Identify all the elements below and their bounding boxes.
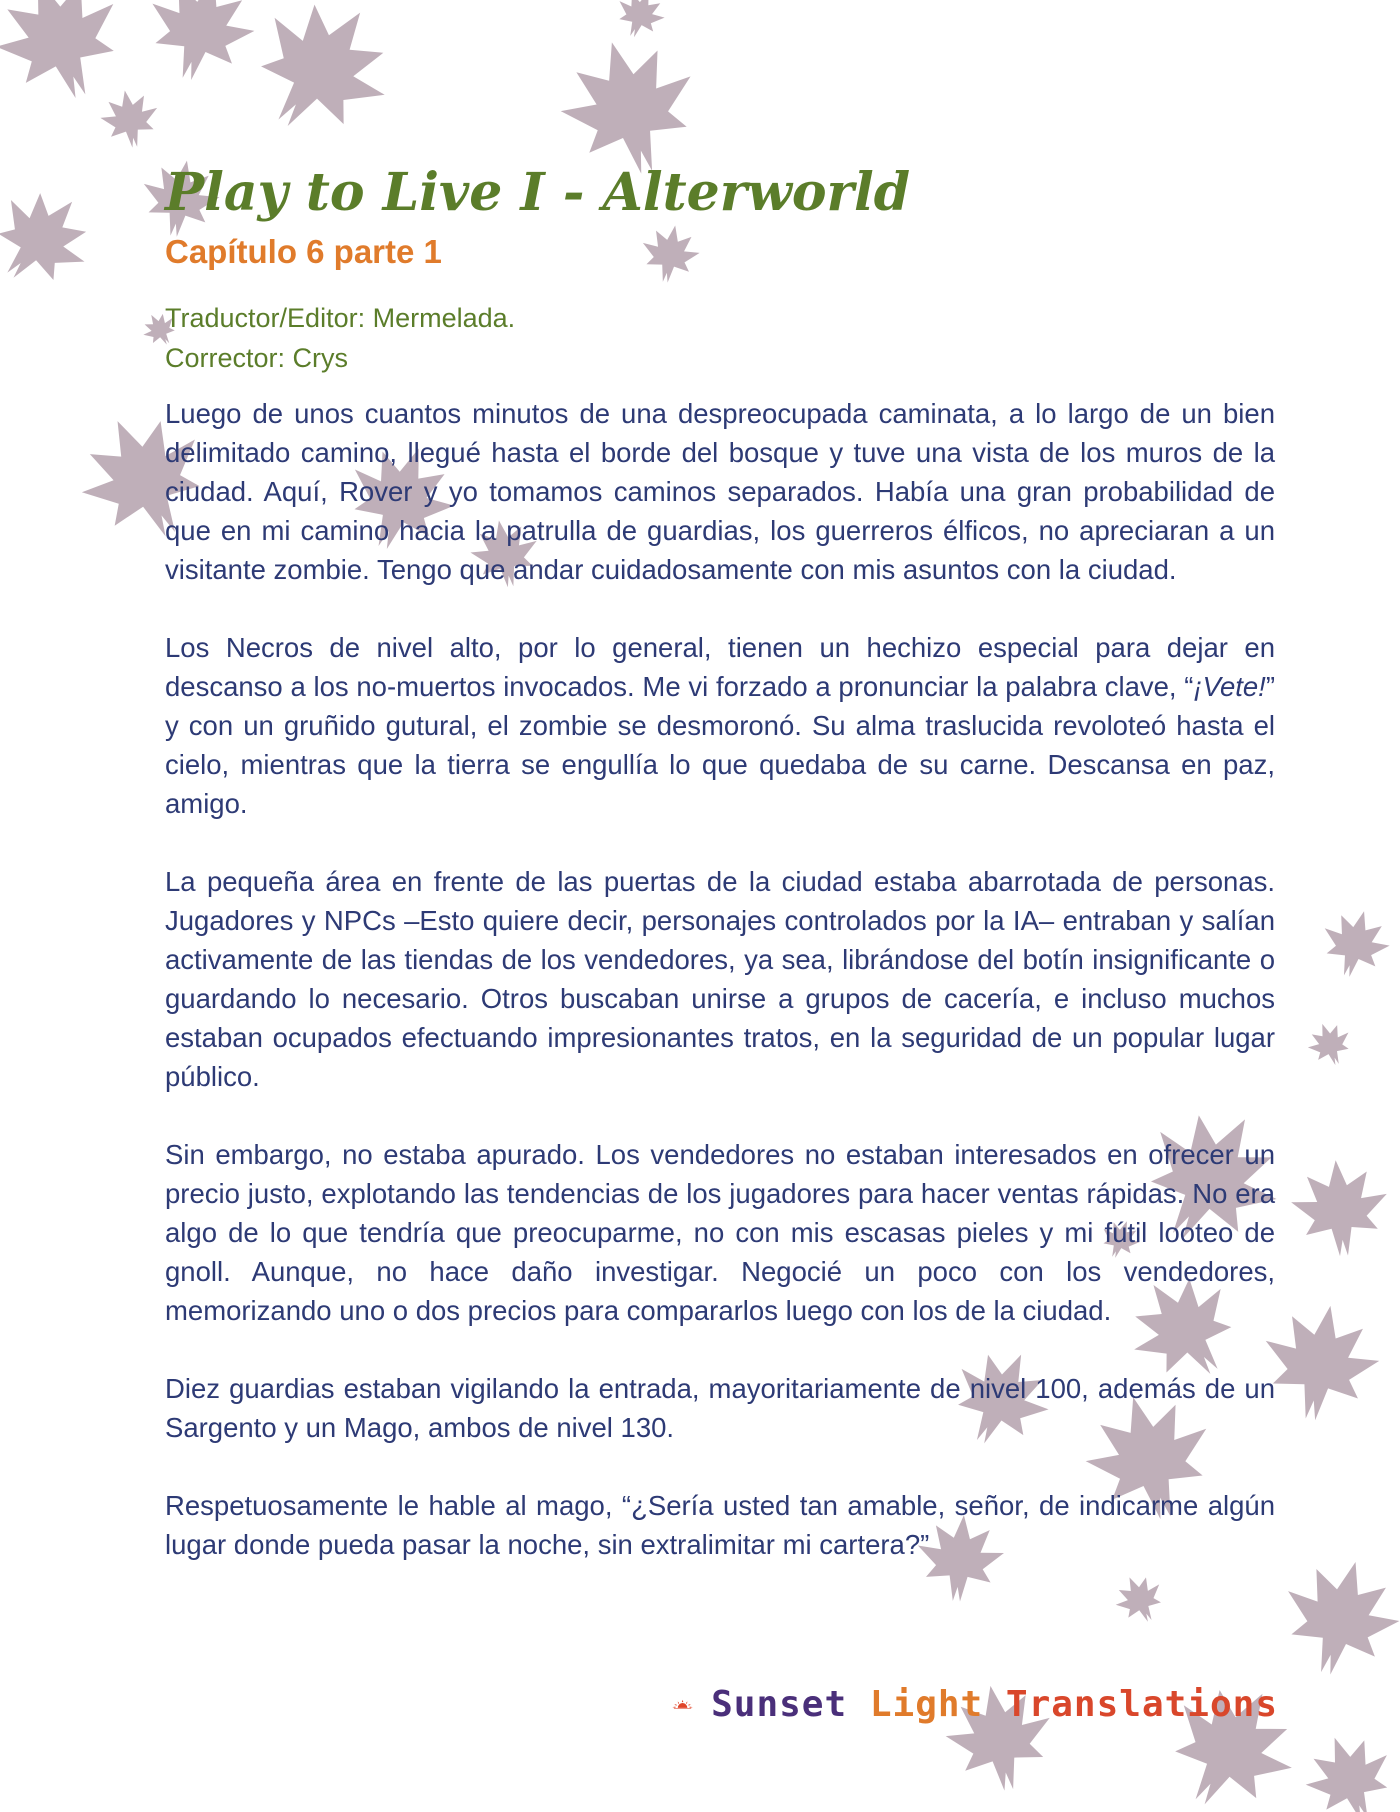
- credits-block: [165, 298, 1275, 378]
- paragraph: Diez guardias estaban vigilando la entrada, mayoritariamente de nivel 100, además de un Sargento y un Mago, ambos de nivel 130.: [165, 1373, 1275, 1443]
- paragraph: Respetuosamente le hable al mago, “¿Sería usted tan amable, señor, de indicarme algún lugar donde pueda pasar la noche, sin extralimitar mi cartera?”: [165, 1490, 1275, 1560]
- logo-word-light: Light: [869, 1683, 984, 1725]
- logo-wordmark: [711, 1684, 1278, 1725]
- sunset-icon: [672, 1678, 693, 1730]
- paragraph: [165, 628, 1275, 823]
- paragraph-text: Los Necros de nivel alto, por lo general, tienen un hechizo especial para dejar en descanso a los no-muertos invocados. Me vi forzado a pronunciar la palabra clave, “: [165, 632, 1275, 702]
- logo-word-sunset: Sunset: [711, 1683, 848, 1725]
- logo-word-translations: Translations: [1005, 1683, 1278, 1725]
- translator-group-logo: [672, 1678, 1278, 1730]
- translator-credit: Traductor/Editor: Mermelada.: [165, 303, 516, 333]
- chapter-heading: Capítulo 6 parte 1: [165, 233, 442, 270]
- paragraph: Luego de unos cuantos minutos de una despreocupada caminata, a lo largo de un bien delimitado camino, llegué hasta el borde del bosque y tuve una vista de los muros de la ciudad. Aquí, Rover y yo tomamos caminos separados. Había una gran probabilidad de que en mi camino hacia la patrulla de guardias, los guerreros élficos, no apreciaran a un visitante zombie. Tengo que andar cuidadosamente con mis asuntos con la ciudad.: [165, 398, 1275, 585]
- document-title: Play to Live I - Alterworld: [165, 162, 911, 223]
- paragraph: La pequeña área en frente de las puertas de la ciudad estaba abarrotada de personas. Jugadores y NPCs –Esto quiere decir, personajes controlados por la IA– entraban y salían activamente de las tiendas de los vendedores, ya sea, librándose del botín insignificante o guardando lo necesario. Otros buscaban unirse a grupos de cacería, e incluso muchos estaban ocupados efectuando impresionantes tratos, en la seguridad de un popular lugar público.: [165, 866, 1275, 1092]
- emphasized-word: ¡Vete!: [1193, 671, 1266, 702]
- document-body: [165, 160, 1275, 1603]
- corrector-credit: Corrector: Crys: [165, 343, 349, 373]
- paragraph-text: ” y con un gruñido gutural, el zombie se desmoronó. Su alma traslucida revoloteó hasta el cielo, mientras que la tierra se engullía lo que quedaba de su carne. Descansa en paz, amigo.: [165, 671, 1275, 819]
- paragraph: Sin embargo, no estaba apurado. Los vendedores no estaban interesados en ofrecer un precio justo, explotando las tendencias de los jugadores para hacer ventas rápidas. No era algo de lo que tendría que preocuparme, no con mis escasas pieles y mi fútil looteo de gnoll. Aunque, no hace daño investigar. Negocié un poco con los vendedores, memorizando uno o dos precios para compararlos luego con los de la ciudad.: [165, 1139, 1275, 1326]
